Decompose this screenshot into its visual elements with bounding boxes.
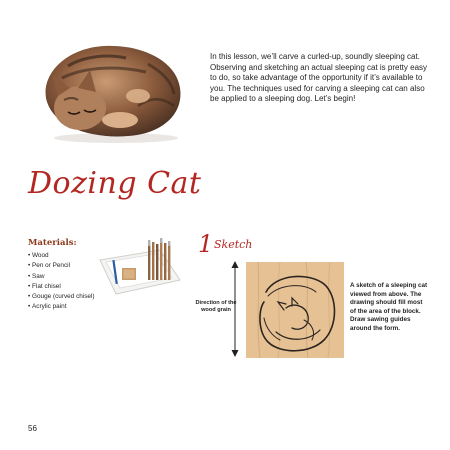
page-title: Dozing Cat [28,166,202,201]
list-item: • Gouge (curved chisel) [28,292,95,302]
step-number: 1 [198,230,214,258]
tools-photo [98,238,182,296]
grain-label: Direction of the wood grain [195,300,237,313]
list-item: • Acrylic paint [28,302,95,312]
carved-cat-photo [28,36,188,146]
intro-paragraph: In this lesson, we’ll carve a curled-up, soundly sleeping cat. Observing and sketching an actual sleeping cat is pretty easy to do, so take advantage of the opportunity if it’s available to you. The techniques used for carving a sleeping cat can also be applied to a sleeping dog. Let’s begin! [210,52,428,104]
materials-heading: Materials: [28,238,77,248]
page-number: 56 [28,424,37,433]
sketch-caption: A sketch of a sleeping cat viewed from above. The drawing should fill most of the area of the block. Draw sawing guides around the form. [350,282,428,332]
list-item: • Pen or Pencil [28,261,95,271]
wood-block-sketch [246,262,344,358]
step-title: Sketch [214,238,253,251]
materials-list [28,251,95,313]
list-item: • Saw [28,272,95,282]
list-item: • Wood [28,251,95,261]
list-item: • Flat chisel [28,282,95,292]
